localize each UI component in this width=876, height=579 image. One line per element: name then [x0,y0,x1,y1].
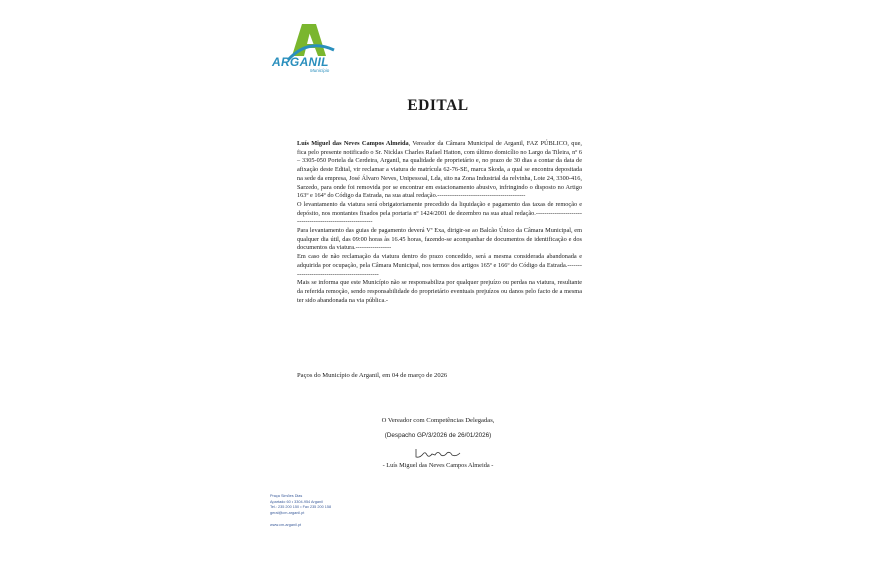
paragraph-5: Mais se informa que este Município não se responsabiliza por qualquer prejuízo ou perdas na viatura, resultante da referida remoção, sendo responsabilidade do proprietário eventuais prejuízos ou danos pelo facto de a mesma ter sido abandonada na via pública.- [297,279,582,304]
logo-subtitle: Município [310,68,330,73]
logo-name: ARGANIL [272,55,329,69]
footer-address [270,494,331,529]
signature-role: O Vereador com Competências Delegadas, [381,417,495,424]
paragraph-3: Para levantamento das guias de pagamento deverá Vª Exa, dirigir-se ao Balcão Único da Câmara Municipal, em qualquer dia útil, das 09:00 horas às 16.45 horas, fazendo-se acompanhar de documentos de identificação e dos documentos da viatura.----------------- [297,227,582,252]
footer-line-2: Apartado 60 • 3304-954 Arganil [270,499,323,504]
notifier-name: Luís Miguel das Neves Campos Almeida [297,140,409,147]
footer-line-3: Tel.: 235 200 150 • Fax 235 200 158 [270,505,332,510]
paragraph-4: Em caso de não reclamação da viatura dentro do prazo concedido, será a mesma considerada abandonada e adquirida por ocupação, pela Câmara Municipal, nos termos dos artigos 165º e 166º do Código da Estrada.---------------------------------------------- [297,253,582,278]
footer-line-1: Praça Simões Dias [270,494,303,498]
signature-name: - Luís Miguel das Neves Campos Almeida - [382,462,494,469]
footer-website-link[interactable]: www.cm-arganil.pt [270,523,302,528]
date-line: Paços do Município de Arganil, em 04 de março de 2026 [297,372,448,379]
document-title: EDITAL [407,97,469,114]
paragraph-1: Luís Miguel das Neves Campos Almeida, Vereador da Câmara Municipal de Arganil, FAZ PÚBLICO, que, fica pelo presente notificado o Sr. Nicklas Charles Rafael Hatton, com último domicílio no Largo da Tileira, nº 6 – 3305-050 Portela da Cerdeira, Arganil, na qualidade de proprietário e, no prazo de 30 dias a contar da data de afixação deste Edital, vir reclamar a viatura de matrícula 62-76-SE, marca Skoda, a qual se encontra depositada na sede da empresa, José Álvaro Neves, Unipessoal, Lda, sito na Zona Industrial da relvinha, Lote 24, 3300-416, Sarzedo, para onde foi removida por se encontrar em estacionamento abusivo, infringindo o disposto no Artigo 163º e 164º do Código da Estrada, na sua atual redação.------------------------------------------ [297,140,582,200]
footer-email[interactable]: geral@cm-arganil.pt [270,510,305,515]
signature-despacho: (Despacho GP/3/2026 de 26/01/2026) [384,432,492,439]
document-body [297,140,582,305]
paragraph-2: O levantamento da viatura será obrigatoriamente precedido da liquidação e pagamento das taxas de remoção e depósito, nos montantes fixados pela portaria nº 1424/2001 de dezembro na sua atual redação.---------------------------------------------------------- [297,200,582,226]
handwritten-signature [410,446,466,460]
